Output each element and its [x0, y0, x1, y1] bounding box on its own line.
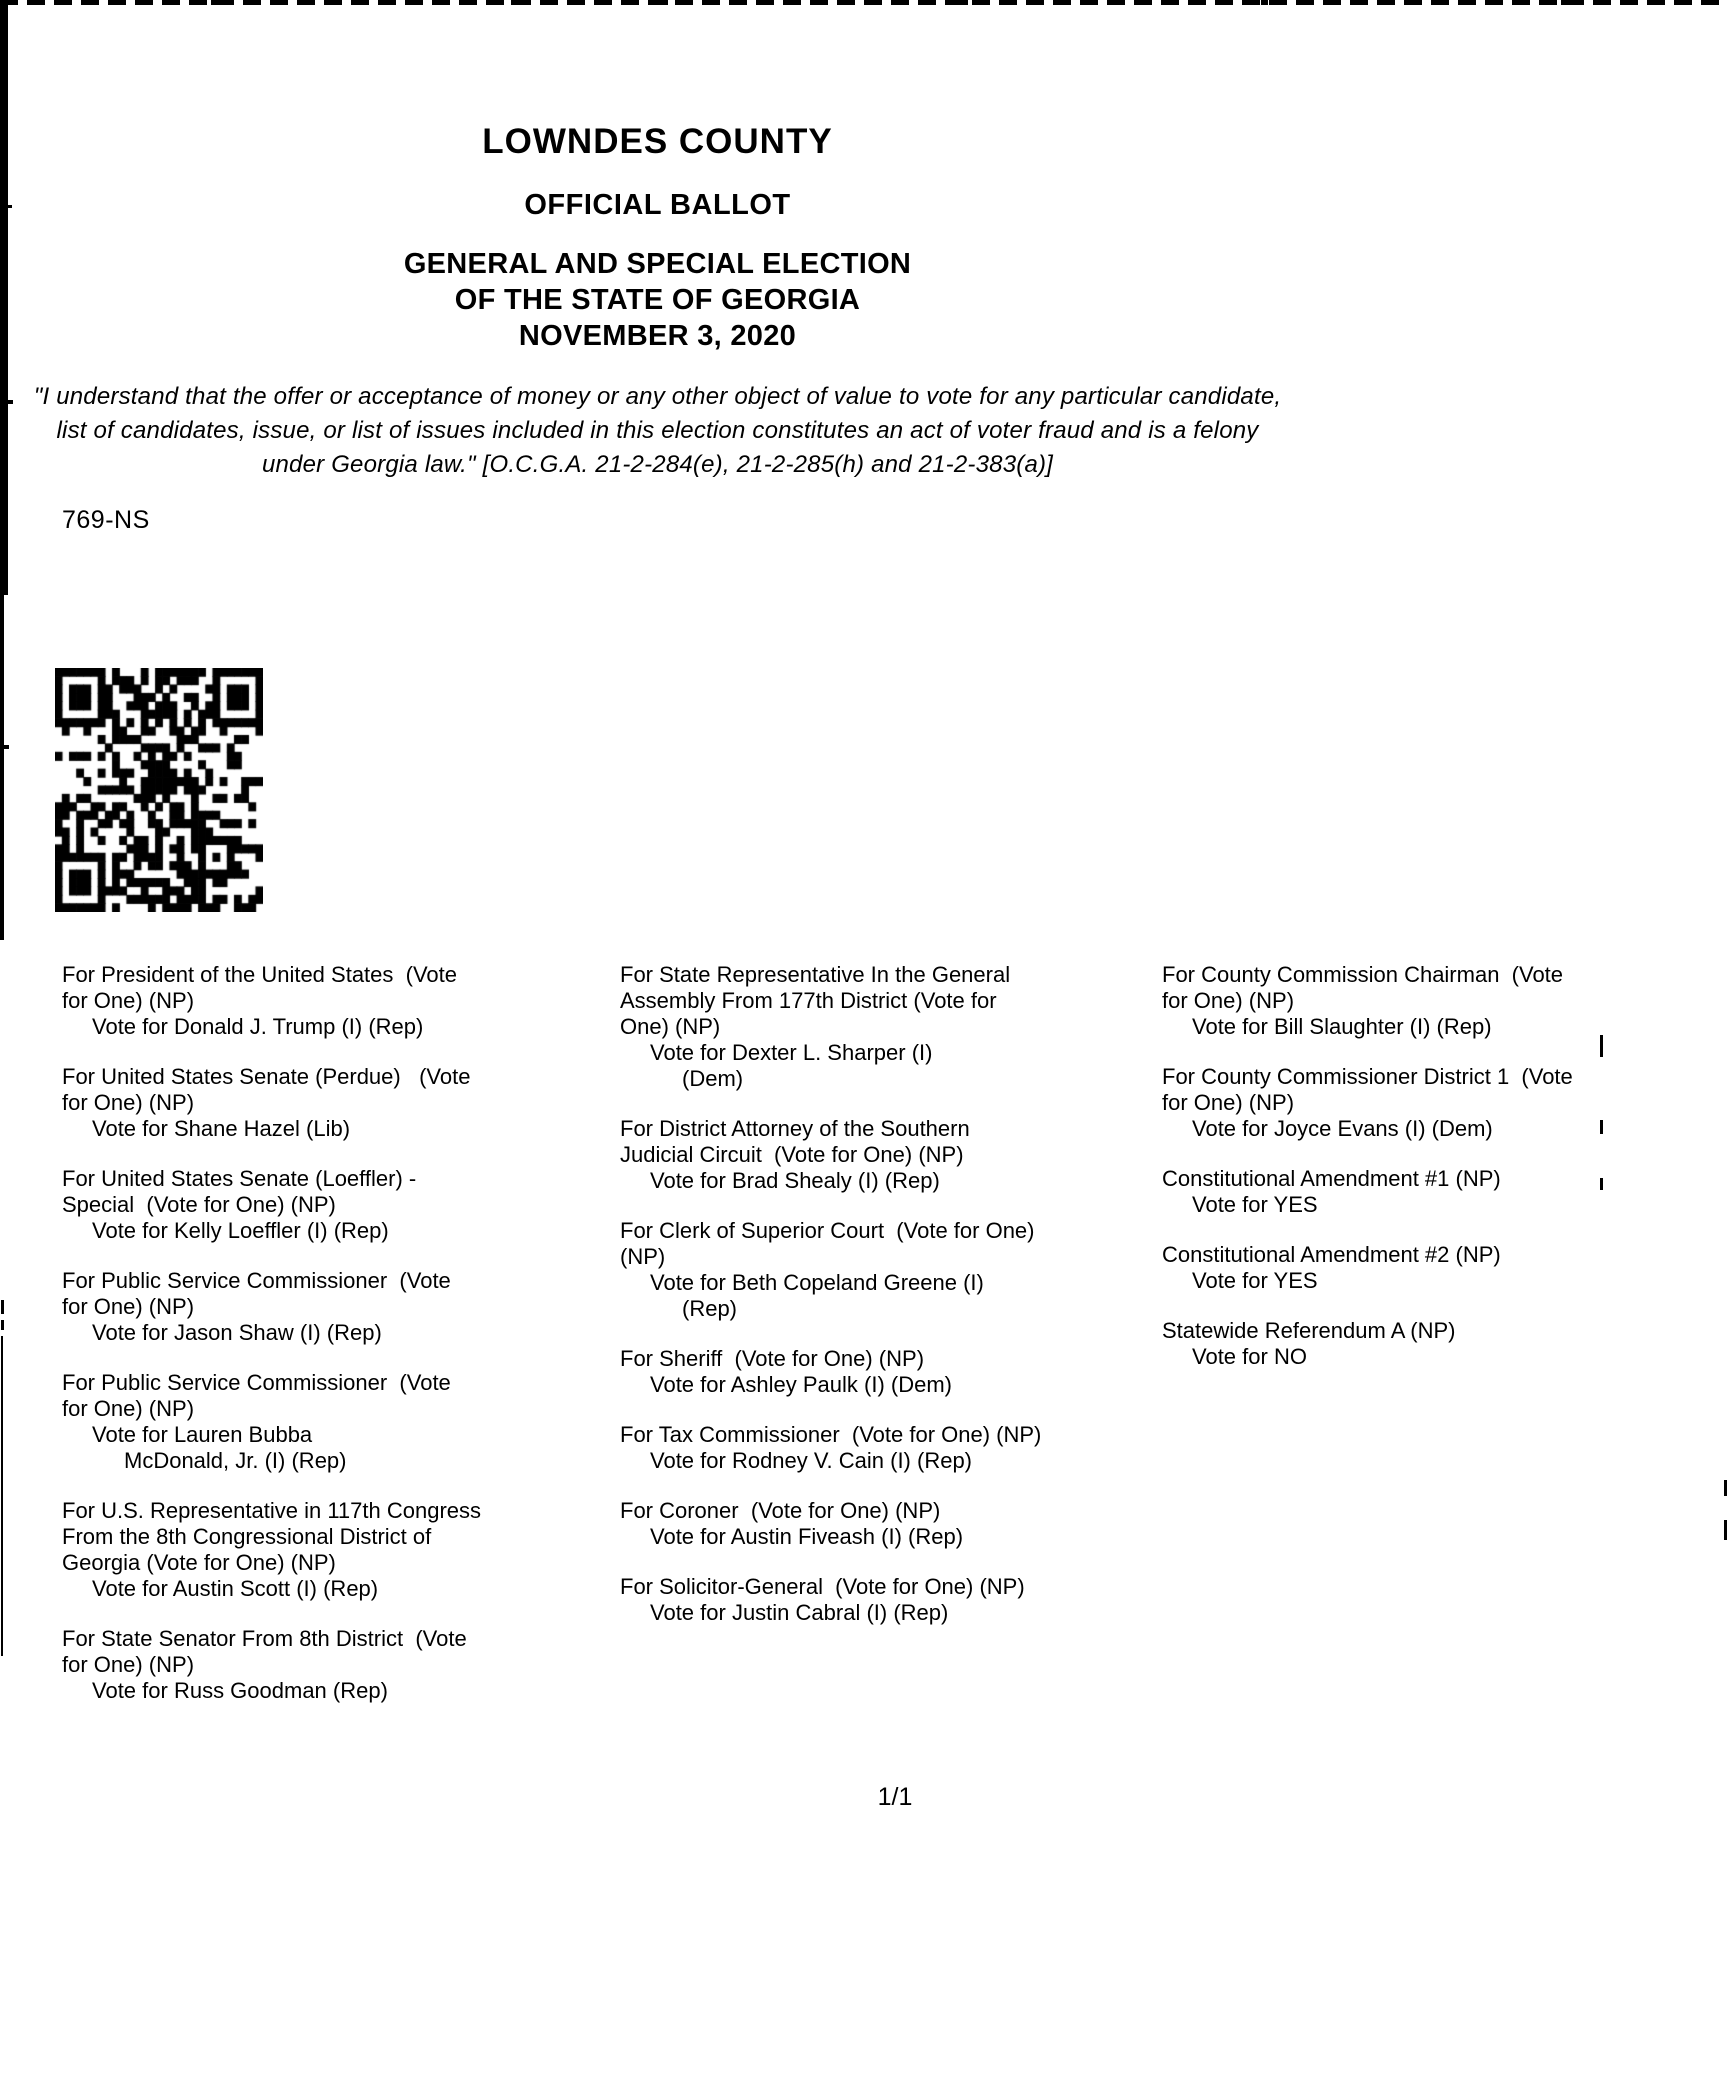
- contest-title-line: Georgia (Vote for One) (NP): [62, 1550, 336, 1575]
- scan-artifact-left-bar: [0, 595, 4, 940]
- vote-selection-line: McDonald, Jr. (I) (Rep): [124, 1448, 347, 1473]
- contest-title-line: For Clerk of Superior Court (Vote for One): [620, 1218, 1035, 1243]
- vote-selection-line: Vote for Jason Shaw (I) (Rep): [92, 1320, 382, 1345]
- vote-selection-line: Vote for Bill Slaughter (I) (Rep): [1192, 1014, 1492, 1039]
- contest-title-line: One) (NP): [620, 1014, 721, 1039]
- vote-selection-line: Vote for NO: [1192, 1344, 1307, 1369]
- contest-title-line: For County Commission Chairman (Vote: [1162, 962, 1564, 987]
- vote-selection-line: Vote for Justin Cabral (I) (Rep): [650, 1600, 949, 1625]
- disclaimer-line: list of candidates, issue, or list of issues included in this election constitutes an act of voter fraud and is a felony: [56, 417, 1259, 444]
- contest-title-line: For U.S. Representative in 117th Congress: [62, 1498, 482, 1523]
- contest-title-line: (NP): [620, 1244, 666, 1269]
- contest: [1162, 1318, 1728, 1370]
- page-number: 1/1: [877, 1783, 913, 1811]
- contest-title-line: For United States Senate (Loeffler) -: [62, 1166, 417, 1191]
- qr-code: [55, 668, 263, 912]
- vote-selection-line: Vote for Donald J. Trump (I) (Rep): [92, 1014, 424, 1039]
- disclaimer-line: under Georgia law." [O.C.G.A. 21-2-284(e), 21-2-285(h) and 21-2-383(a)]: [261, 451, 1054, 478]
- contest-title-line: From the 8th Congressional District of: [62, 1524, 432, 1549]
- contest-column-2: [620, 962, 1165, 1650]
- contest: [620, 1218, 1165, 1322]
- contest-column-3: [1162, 962, 1728, 1394]
- contest-title-line: for One) (NP): [62, 1090, 195, 1115]
- scan-artifact-left-dash: [1, 1300, 4, 1314]
- scan-artifact-speck: [4, 745, 9, 749]
- contest-title-line: For United States Senate (Perdue) (Vote: [62, 1064, 471, 1089]
- official-ballot-title: OFFICIAL BALLOT: [524, 189, 791, 221]
- vote-selection-line: Vote for Dexter L. Sharper (I): [650, 1040, 933, 1065]
- contest-title-line: For State Representative In the General: [620, 962, 1011, 987]
- election-title-line: NOVEMBER 3, 2020: [518, 320, 797, 352]
- contest: [1162, 1166, 1728, 1218]
- contest-title-line: Constitutional Amendment #1 (NP): [1162, 1166, 1501, 1191]
- county-title: LOWNDES COUNTY: [482, 122, 833, 161]
- contest-title-line: For Coroner (Vote for One) (NP): [620, 1498, 941, 1523]
- contest-title-line: Special (Vote for One) (NP): [62, 1192, 336, 1217]
- vote-selection-line: Vote for Brad Shealy (I) (Rep): [650, 1168, 940, 1193]
- contest: [62, 962, 607, 1040]
- contest: [620, 1116, 1165, 1194]
- contest-column-1: [62, 962, 607, 1728]
- contest-title-line: For State Senator From 8th District (Vote: [62, 1626, 467, 1651]
- vote-selection-line: Vote for Austin Scott (I) (Rep): [92, 1576, 379, 1601]
- contest-title-line: For Tax Commissioner (Vote for One) (NP): [620, 1422, 1042, 1447]
- vote-selection-line: Vote for Kelly Loeffler (I) (Rep): [92, 1218, 389, 1243]
- scan-artifact-speck: [8, 400, 13, 404]
- contest-title-line: For Sheriff (Vote for One) (NP): [620, 1346, 925, 1371]
- scan-artifact-left-line: [1, 1336, 3, 1656]
- contest-title-line: For District Attorney of the Southern: [620, 1116, 970, 1141]
- contest: [620, 1574, 1165, 1626]
- contest: [620, 1346, 1165, 1398]
- contest: [62, 1498, 607, 1602]
- contest: [620, 1422, 1165, 1474]
- scan-artifact-left-dash: [1, 1320, 4, 1330]
- election-title-line: OF THE STATE OF GEORGIA: [454, 284, 861, 316]
- contest-title-line: Constitutional Amendment #2 (NP): [1162, 1242, 1501, 1267]
- contest: [62, 1626, 607, 1704]
- contest-title-line: for One) (NP): [62, 1294, 195, 1319]
- contest: [62, 1268, 607, 1346]
- contest-title-line: For Solicitor-General (Vote for One) (NP): [620, 1574, 1025, 1599]
- contest-title-line: For County Commissioner District 1 (Vote: [1162, 1064, 1573, 1089]
- ballot-style-code: 769-NS: [62, 506, 150, 534]
- contest: [1162, 962, 1728, 1040]
- contest-title-line: for One) (NP): [1162, 1090, 1295, 1115]
- vote-selection-line: Vote for Joyce Evans (I) (Dem): [1192, 1116, 1493, 1141]
- contest-title-line: For Public Service Commissioner (Vote: [62, 1268, 451, 1293]
- vote-selection-line: Vote for Ashley Paulk (I) (Dem): [650, 1372, 952, 1397]
- vote-selection-line: Vote for Rodney V. Cain (I) (Rep): [650, 1448, 973, 1473]
- contest-title-line: for One) (NP): [62, 1652, 195, 1677]
- contest: [1162, 1242, 1728, 1294]
- contest: [62, 1370, 607, 1474]
- contest-title-line: For President of the United States (Vote: [62, 962, 457, 987]
- vote-selection-line: Vote for Shane Hazel (Lib): [92, 1116, 351, 1141]
- contest: [1162, 1064, 1728, 1142]
- vote-selection-line: Vote for Austin Fiveash (I) (Rep): [650, 1524, 964, 1549]
- vote-selection-line: Vote for YES: [1192, 1192, 1318, 1217]
- vote-selection-line: (Dem): [682, 1066, 744, 1091]
- ballot-header: [0, 122, 1315, 354]
- election-title: [0, 246, 1315, 354]
- contest-title-line: for One) (NP): [62, 988, 195, 1013]
- vote-selection-line: Vote for YES: [1192, 1268, 1318, 1293]
- contest-title-line: For Public Service Commissioner (Vote: [62, 1370, 451, 1395]
- voter-fraud-disclaimer: [30, 380, 1285, 482]
- election-title-line: GENERAL AND SPECIAL ELECTION: [403, 248, 912, 280]
- contest-title-line: Assembly From 177th District (Vote for: [620, 988, 997, 1013]
- vote-selection-line: Vote for Lauren Bubba: [92, 1422, 313, 1447]
- contest: [620, 1498, 1165, 1550]
- scan-artifact-speck: [1724, 1520, 1727, 1540]
- contest-title-line: for One) (NP): [1162, 988, 1295, 1013]
- disclaimer-line: "I understand that the offer or acceptance of money or any other object of value to vote for any particular candidate,: [33, 383, 1282, 410]
- vote-selection-line: Vote for Russ Goodman (Rep): [92, 1678, 388, 1703]
- contest: [620, 962, 1165, 1092]
- contest: [62, 1166, 607, 1244]
- contest-title-line: Statewide Referendum A (NP): [1162, 1318, 1456, 1343]
- contest: [62, 1064, 607, 1142]
- vote-selection-line: (Rep): [682, 1296, 738, 1321]
- vote-selection-line: Vote for Beth Copeland Greene (I): [650, 1270, 984, 1295]
- contest-title-line: Judicial Circuit (Vote for One) (NP): [620, 1142, 964, 1167]
- scan-artifact-top-edge: [0, 0, 1728, 5]
- contest-title-line: for One) (NP): [62, 1396, 195, 1421]
- scan-artifact-speck: [1724, 1480, 1727, 1496]
